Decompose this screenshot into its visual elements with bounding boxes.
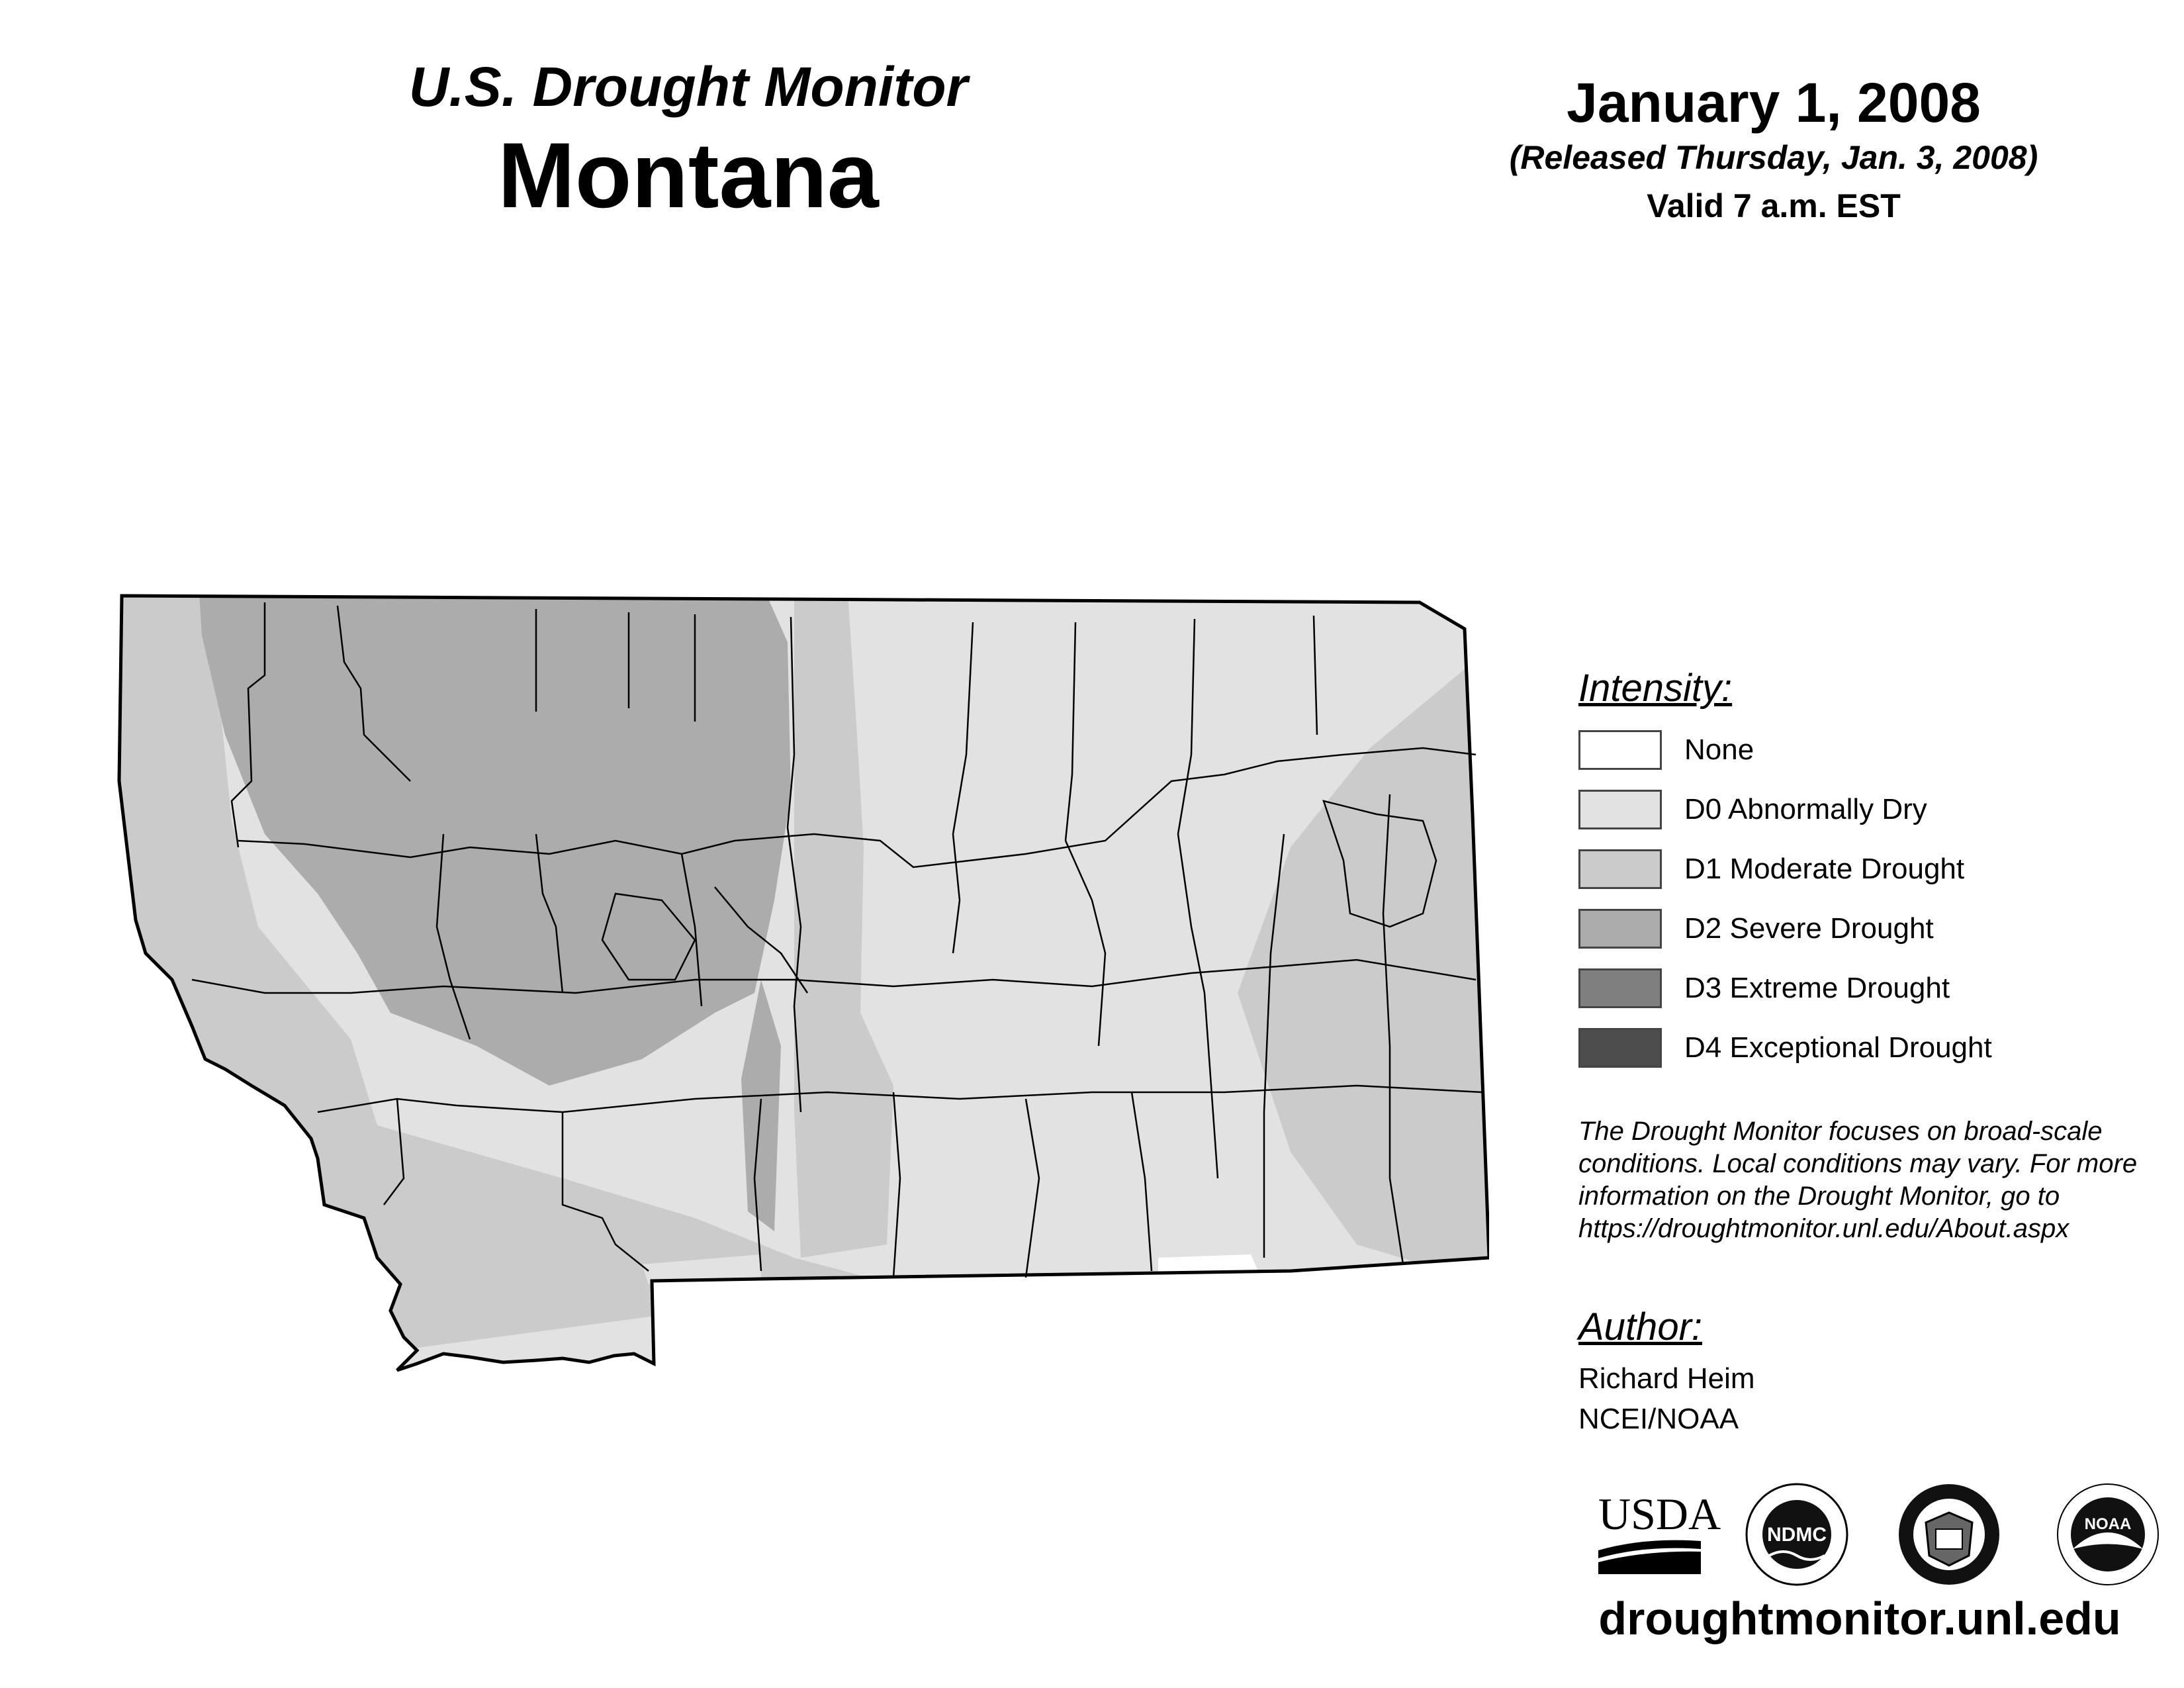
noaa-text: NOAA [2084,1515,2132,1533]
valid-time: Valid 7 a.m. EST [1647,187,1901,224]
legend-label: D4 Exceptional Drought [1684,1031,1992,1064]
author-org: NCEI/NOAA [1578,1402,1739,1435]
note-line: information on the Drought Monitor, go to [1578,1182,2060,1211]
usda-logo [1598,1489,1721,1574]
map-date: January 1, 2008 [1567,71,1981,134]
map-header [265,56,1112,233]
date-block [1456,70,2091,232]
about-url[interactable]: https://droughtmonitor.unl.edu/About.aspx [1578,1214,2070,1243]
legend-item-d2 [1578,909,2161,968]
author-name: Richard Heim [1578,1362,1755,1395]
ndmc-text: NDMC [1767,1524,1827,1546]
disclaimer-note [1578,1115,2174,1245]
state-title: Montana [498,123,879,228]
legend-swatch [1578,968,1662,1008]
legend-label: D0 Abnormally Dry [1684,792,1927,825]
legend-swatch [1578,909,1662,949]
legend-item-d1 [1578,849,2161,909]
legend-label: D2 Severe Drought [1684,912,1934,945]
legend-swatch [1578,1028,1662,1068]
commerce-logo [1899,1484,1999,1585]
note-line: The Drought Monitor focuses on broad-scale [1578,1117,2103,1146]
usda-text: USDA [1598,1489,1721,1539]
noaa-logo [2058,1484,2158,1585]
site-url[interactable]: droughtmonitor.unl.edu [1598,1593,2121,1644]
legend-label: D3 Extreme Drought [1684,971,1950,1004]
legend-item-d3 [1578,968,2161,1028]
legend-swatch [1578,790,1662,829]
legend [1578,665,2161,1088]
release-date: (Released Thursday, Jan. 3, 2008) [1509,138,2038,176]
drought-areas [99,583,1489,1390]
legend-heading: Intensity: [1578,667,1733,710]
legend-items [1578,730,2161,1088]
legend-label: None [1684,733,1754,766]
montana-drought-map [99,583,1489,1390]
agency-logos [1592,1476,2174,1595]
legend-label: D1 Moderate Drought [1684,852,1965,885]
legend-item-d4 [1578,1028,2161,1088]
map-subtitle: U.S. Drought Monitor [408,56,968,118]
legend-item-none [1578,730,2161,790]
legend-item-d0 [1578,790,2161,849]
note-line: conditions. Local conditions may vary. For more [1578,1149,2138,1178]
legend-swatch [1578,849,1662,889]
legend-swatch [1578,730,1662,770]
author-block [1578,1304,2161,1439]
author-heading: Author: [1578,1305,1702,1348]
ndmc-logo [1747,1484,1847,1585]
